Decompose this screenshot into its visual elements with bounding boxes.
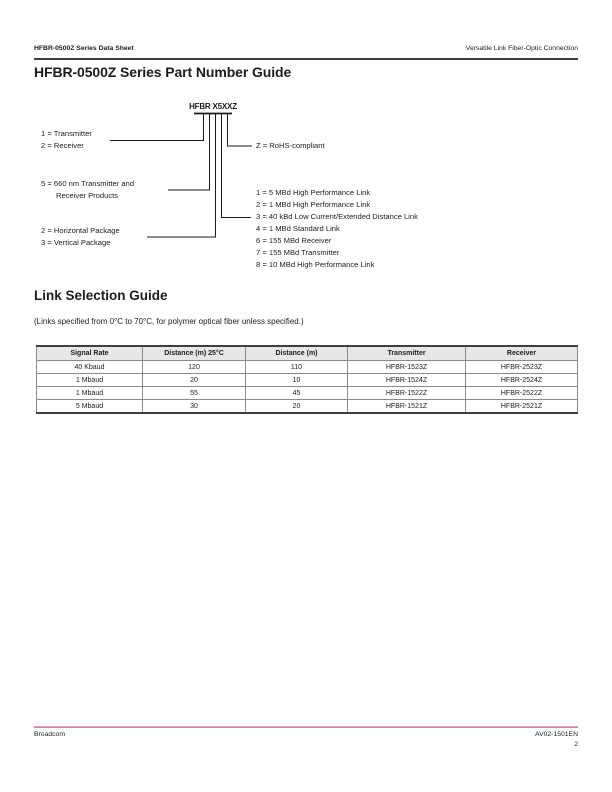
table-row bbox=[37, 387, 578, 400]
table-header-row bbox=[37, 346, 578, 361]
table-row bbox=[37, 374, 578, 387]
label-line: 3 = Vertical Package bbox=[41, 238, 111, 247]
label-transmitter-receiver bbox=[41, 128, 92, 152]
label-line: Receiver Products bbox=[56, 191, 119, 200]
table-cell: HFBR-2524Z bbox=[466, 374, 578, 387]
table-cell: HFBR-2521Z bbox=[466, 400, 578, 414]
table-row bbox=[37, 361, 578, 374]
label-link-types bbox=[256, 187, 418, 271]
part-code-label: HFBR X5XXZ bbox=[189, 102, 237, 111]
footer-rule bbox=[34, 726, 578, 728]
label-line: 3 = 40 kBd Low Current/Extended Distance Link bbox=[256, 212, 418, 221]
label-rohs-compliant: Z = RoHS-compliant bbox=[256, 141, 325, 150]
table-cell: 30 bbox=[143, 400, 246, 414]
column-header-transmitter: Transmitter bbox=[348, 346, 466, 361]
label-line: 1 = Transmitter bbox=[41, 129, 92, 138]
label-line: 1 = 5 MBd High Performance Link bbox=[256, 188, 371, 197]
table-row bbox=[37, 400, 578, 414]
table-cell: HFBR-1522Z bbox=[348, 387, 466, 400]
table-cell: 5 Mbaud bbox=[37, 400, 143, 414]
table-cell: 120 bbox=[143, 361, 246, 374]
link-selection-table bbox=[36, 345, 578, 414]
footer-page-number: 2 bbox=[574, 741, 578, 748]
table-cell: HFBR-1523Z bbox=[348, 361, 466, 374]
table-cell: 110 bbox=[246, 361, 348, 374]
table-cell: 20 bbox=[246, 400, 348, 414]
footer-doc-number: AV02-1501EN bbox=[535, 731, 578, 738]
table-cell: 55 bbox=[143, 387, 246, 400]
table-cell: 40 Kbaud bbox=[37, 361, 143, 374]
label-line: 2 = Receiver bbox=[41, 141, 84, 150]
column-header-receiver: Receiver bbox=[466, 346, 578, 361]
label-line: 7 = 155 MBd Transmitter bbox=[256, 248, 340, 257]
table-cell: 45 bbox=[246, 387, 348, 400]
header-doc-title: HFBR-0500Z Series Data Sheet bbox=[34, 45, 134, 52]
label-line: 5 = 660 nm Transmitter and bbox=[41, 179, 135, 188]
label-660nm-products bbox=[41, 178, 134, 202]
column-header-distance: Distance (m) bbox=[246, 346, 348, 361]
label-package-type bbox=[41, 225, 120, 249]
label-line: 2 = 1 MBd High Performance Link bbox=[256, 200, 371, 209]
column-header-distance-25c: Distance (m) 25°C bbox=[143, 346, 246, 361]
section-title-link-selection: Link Selection Guide bbox=[34, 288, 168, 303]
label-line: 8 = 10 MBd High Performance Link bbox=[256, 260, 375, 269]
link-guide-note: (Links specified from 0°C to 70°C, for polymer optical fiber unless specified.) bbox=[34, 317, 304, 326]
table-cell: 1 Mbaud bbox=[37, 387, 143, 400]
table-cell: 1 Mbaud bbox=[37, 374, 143, 387]
page-title: HFBR-0500Z Series Part Number Guide bbox=[34, 64, 292, 80]
footer-brand: Broadcom bbox=[34, 731, 65, 738]
label-line: 6 = 155 MBd Receiver bbox=[256, 236, 332, 245]
table-cell: 20 bbox=[143, 374, 246, 387]
header-doc-subtitle: Versatile Link Fiber-Optic Connection bbox=[465, 45, 578, 52]
table-cell: HFBR-1524Z bbox=[348, 374, 466, 387]
table-cell: 10 bbox=[246, 374, 348, 387]
table-cell: HFBR-1521Z bbox=[348, 400, 466, 414]
table-cell: HFBR-2523Z bbox=[466, 361, 578, 374]
label-line: 4 = 1 MBd Standard Link bbox=[256, 224, 340, 233]
table-cell: HFBR-2522Z bbox=[466, 387, 578, 400]
header-rule bbox=[34, 58, 578, 60]
label-line: 2 = Horizontal Package bbox=[41, 226, 120, 235]
column-header-signal-rate: Signal Rate bbox=[37, 346, 143, 361]
